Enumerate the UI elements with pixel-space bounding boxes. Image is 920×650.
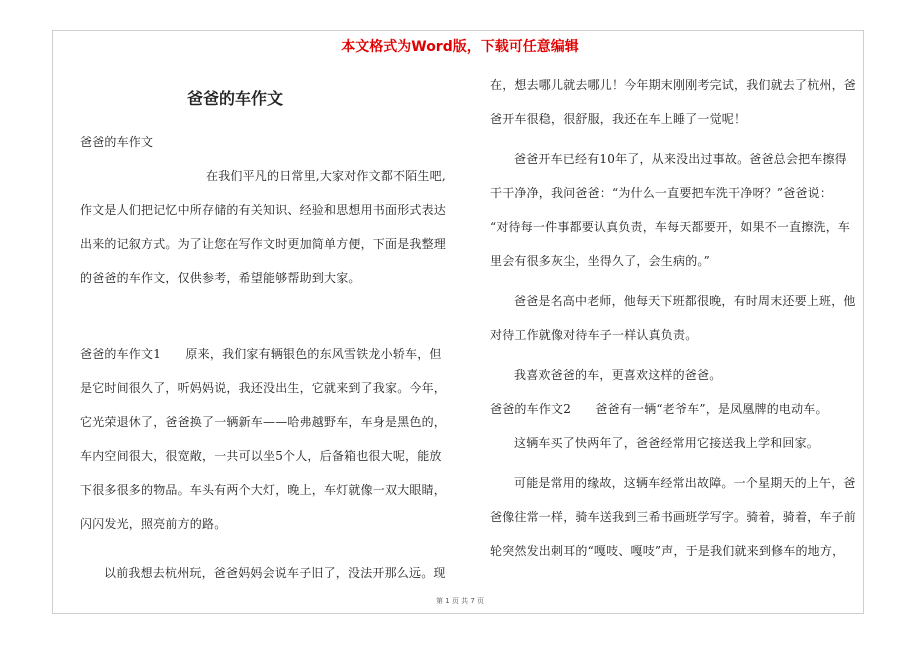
text-line: 干干净净，我问爸爸：“为什么一直要把车洗干净呀？”爸爸说：: [490, 186, 833, 200]
text-line: 出来的记叙方式。为了让您在写作文时更加简单方便，下面是我整理: [80, 237, 447, 251]
text-line: 这辆车买了快两年了，爸爸经常用它接送我上学和回家。: [514, 436, 820, 450]
text-line: 爸像往常一样，骑车送我到三希书画班学写字。骑着，骑着，车子前: [490, 510, 857, 524]
format-banner: 本文格式为Word版，下载可任意编辑: [341, 39, 579, 55]
text-line: 我喜欢爸爸的车，更喜欢这样的爸爸。: [514, 368, 722, 382]
text-line: 爸爸开车已经有10年了，从来没出过事故。爸爸总会把车擦得: [514, 152, 847, 166]
text-line: “对待每一件事都要认真负责，车每天都要开，如果不一直擦洗，车: [490, 220, 851, 234]
text-line: 以前我想去杭州玩，爸爸妈妈会说车子旧了，没法开那么远。现: [104, 566, 446, 580]
text-line: 在，想去哪儿就去哪儿！今年期末刚刚考完试，我们就去了杭州，爸: [490, 78, 857, 92]
text-line: 在我们平凡的日常里,大家对作文都不陌生吧,: [206, 169, 446, 183]
text-line: 对待工作就像对待车子一样认真负责。: [490, 328, 698, 342]
subtitle-line: 爸爸的车作文: [80, 135, 154, 149]
text-line: 它光荣退休了，爸爸换了一辆新车——哈弗越野车，车身是黑色的，: [80, 415, 447, 429]
text-line: 车内空间很大，很宽敞，一共可以坐5个人，后备箱也很大呢，能放: [80, 449, 442, 463]
page-number-footer: 第 1 页 共 7 页: [435, 597, 485, 605]
text-line: 的爸爸的车作文，仅供参考，希望能够帮助到大家。: [80, 271, 361, 285]
text-line: 是它时间很久了，听妈妈说，我还没出生，它就来到了我家。今年，: [80, 381, 447, 395]
text-line: 里会有很多灰尘，坐得久了，会生病的。”: [490, 254, 710, 268]
section-heading-line: 爸爸的车作文1 原来，我们家有辆银色的东风雪铁龙小轿车，但: [80, 347, 442, 361]
text-line: 闪闪发光，照亮前方的路。: [80, 517, 227, 531]
text-line: 下很多很多的物品。车头有两个大灯，晚上，车灯就像一双大眼睛，: [80, 483, 447, 497]
section-heading-line: 爸爸的车作文2 爸爸有一辆“老爷车”，是凤凰牌的电动车。: [490, 402, 828, 416]
text-line: 可能是常用的缘故，这辆车经常出故障。一个星期天的上午，爸: [514, 476, 856, 490]
document-title: 爸爸的车作文: [186, 89, 283, 108]
text-line: 爸开车很稳，很舒服，我还在车上睡了一觉呢！: [490, 112, 747, 126]
text-line: 轮突然发出刺耳的“嘎吱、嘎吱”声，于是我们就来到修车的地方，: [490, 544, 845, 558]
text-line: 作文是人们把记忆中所存储的有关知识、经验和思想用书面形式表达: [80, 203, 447, 217]
text-line: 爸爸是名高中老师，他每天下班都很晚，有时周末还要上班，他: [514, 294, 856, 308]
